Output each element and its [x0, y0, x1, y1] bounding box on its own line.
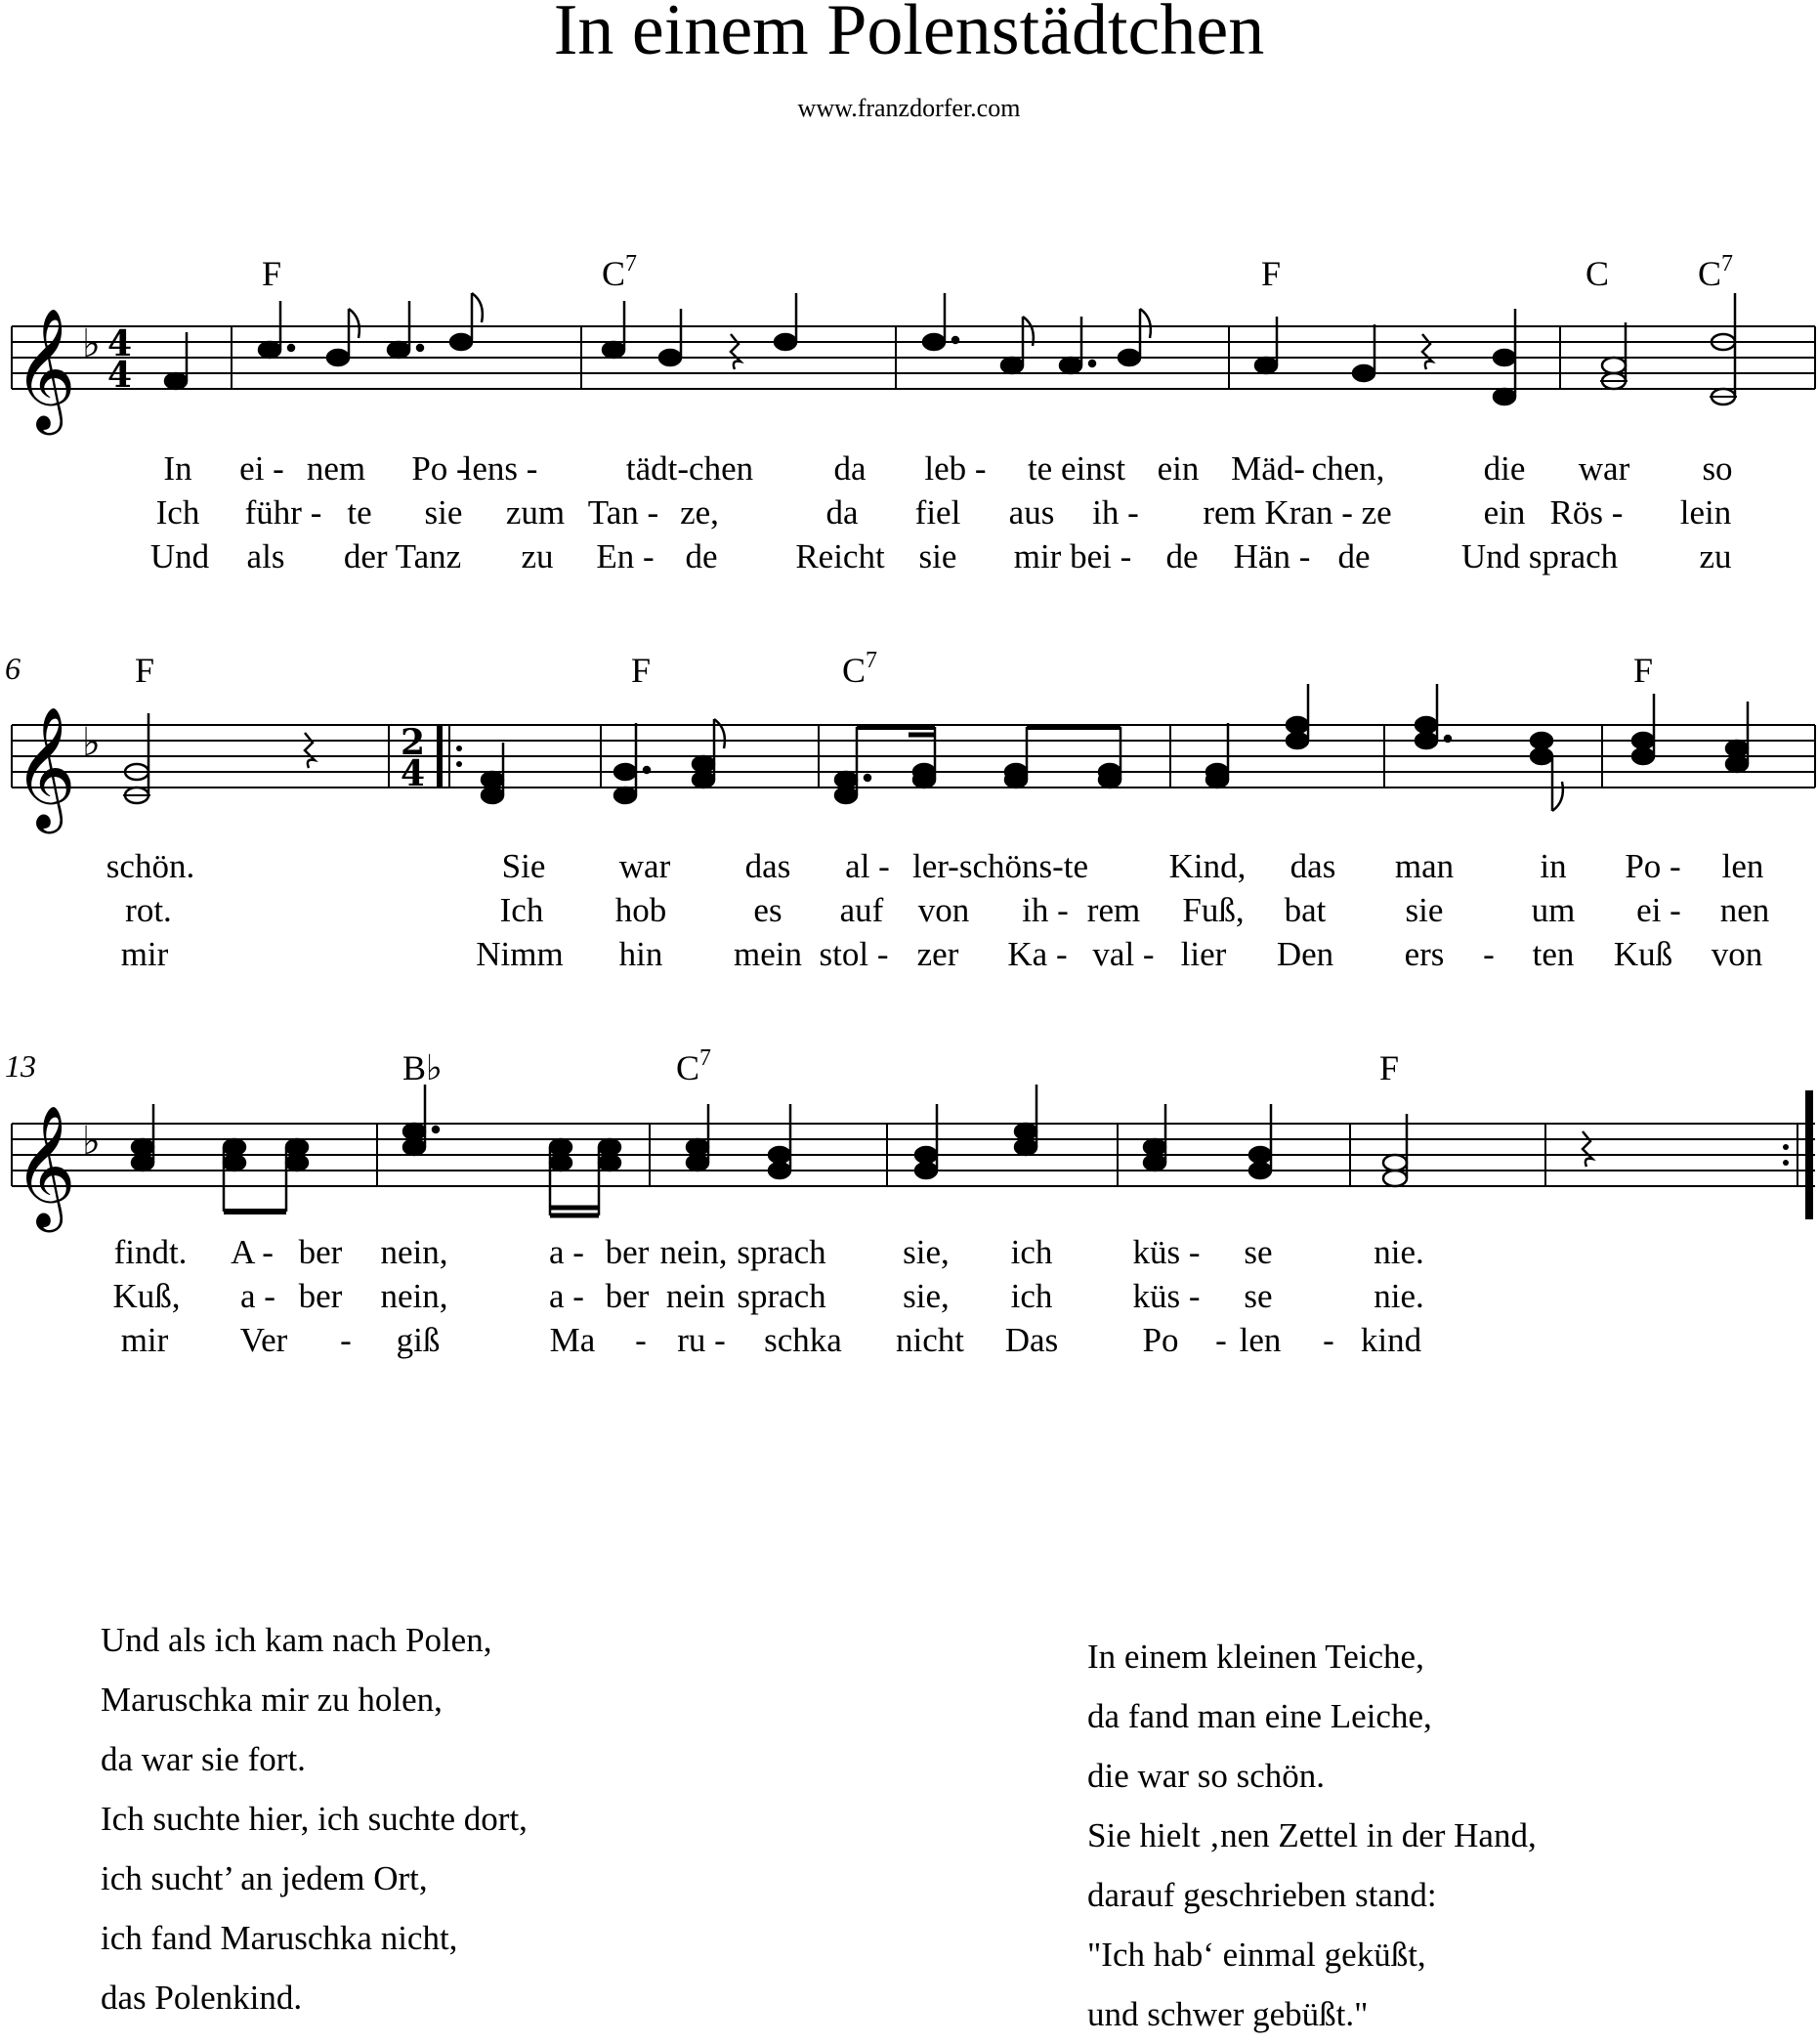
note-head	[1144, 1139, 1165, 1155]
note-head	[915, 1147, 937, 1163]
lyric-line-verse-1: findt. A - ber nein, a - ber nein, sprach sie, ich küs - se nie.	[113, 1233, 1424, 1271]
rest-icon	[1583, 1131, 1592, 1167]
flat-icon: ♭	[82, 1119, 101, 1164]
time-signature-denominator: 4	[401, 753, 426, 794]
verse-line: Maruschka mir zu holen,	[101, 1681, 443, 1719]
treble-clef-icon: 𝄞	[14, 706, 76, 829]
treble-clef-icon: 𝄞	[14, 1105, 76, 1227]
verse-left	[101, 1610, 528, 2027]
note-head	[224, 1139, 245, 1155]
verse-line: Sie hielt ‚nen Zettel in der Hand,	[1087, 1816, 1537, 1854]
verse-line: darauf geschrieben stand:	[1087, 1876, 1437, 1914]
time-signature-numerator: 2	[401, 722, 426, 763]
verse-line: da fand man eine Leiche,	[1087, 1697, 1432, 1735]
website-url: www.franzdorfer.com	[797, 94, 1021, 122]
lyric-line-verse-2: rot. Ich hob es auf von ih - rem Fuß, bat sie um ei - nen	[125, 891, 1770, 929]
lyric-line-verse-3: Und als der Tanz zu En - de Reicht sie mir bei - de Hän - de Und sprach zu	[149, 537, 1732, 575]
note-head	[403, 1124, 425, 1139]
note-head	[1383, 1155, 1407, 1171]
lyric-line-verse-2: Ich führ - te sie zum Tan - ze, da fiel aus ih - rem Kran - ze ein Rös - lein	[155, 493, 1732, 532]
lyric-line-verse-3: mir Ver - giß Ma - ru - schka nicht Das Po - len - kind	[120, 1321, 1422, 1359]
chord-symbol: F	[1379, 1048, 1400, 1087]
lyric-line-verse-1: schön. Sie war das al - ler-schöns-te Kind, das man in Po - len	[106, 847, 1764, 885]
chord-symbol: F	[1261, 254, 1282, 293]
chord-symbol: $C^7$	[1698, 251, 1734, 293]
note-head	[769, 1147, 790, 1163]
flat-icon: ♭	[82, 720, 101, 765]
lyric-line-verse-3: mir Nimm hin mein stol - zer Ka - val - lier Den ers - ten Kuß von	[120, 935, 1763, 973]
chord-symbol: $C^7$	[842, 648, 878, 690]
verse-line: die war so schön.	[1087, 1757, 1326, 1795]
verse-line: In einem kleinen Teiche,	[1087, 1638, 1424, 1676]
verse-line: Und als ich kam nach Polen,	[101, 1621, 492, 1659]
chord-symbol: F	[1633, 651, 1654, 690]
lyric-line-verse-1: In ei - nem Po - lens - tädt-chen da leb - te einst ein Mäd- chen, die war so	[163, 449, 1733, 488]
note-head	[1249, 1147, 1271, 1163]
verse-line: Ich suchte hier, ich suchte dort,	[101, 1800, 528, 1838]
flat-icon: ♭	[82, 321, 101, 366]
verse-line: ich sucht’ an jedem Ort,	[101, 1859, 428, 1897]
note-head	[599, 1139, 620, 1155]
chord-symbol: $C^7$	[676, 1045, 712, 1087]
chord-symbol: B♭	[402, 1048, 443, 1087]
verse-right	[1087, 1627, 1537, 2044]
note-head	[132, 1139, 153, 1155]
chord-symbol: F	[631, 651, 652, 690]
measure-number: 6	[5, 651, 21, 686]
chord-symbol: $C^7$	[602, 251, 638, 293]
chord-symbol: F	[135, 651, 155, 690]
treble-clef-icon: 𝄞	[14, 308, 76, 430]
chord-symbol: C	[1585, 254, 1610, 293]
time-signature-numerator: 4	[107, 323, 133, 364]
note-head	[550, 1139, 571, 1155]
lyric-line-verse-2: Kuß, a - ber nein, a - ber nein sprach sie, ich küs - se nie.	[112, 1277, 1424, 1315]
note-head	[687, 1139, 708, 1155]
verse-line: "Ich hab‘ einmal geküßt,	[1087, 1936, 1426, 1974]
note-head	[1015, 1124, 1036, 1139]
chord-symbol: F	[262, 254, 282, 293]
verse-line: da war sie fort.	[101, 1740, 306, 1778]
measure-number: 13	[5, 1048, 36, 1084]
note-head	[286, 1139, 308, 1155]
verse-line: und schwer gebüßt."	[1087, 1995, 1369, 2033]
verse-line: ich fand Maruschka nicht,	[101, 1919, 458, 1957]
song-title: In einem Polenstädtchen	[553, 0, 1265, 70]
verse-line: das Polenkind.	[101, 1979, 303, 2017]
time-signature-denominator: 4	[107, 355, 133, 396]
